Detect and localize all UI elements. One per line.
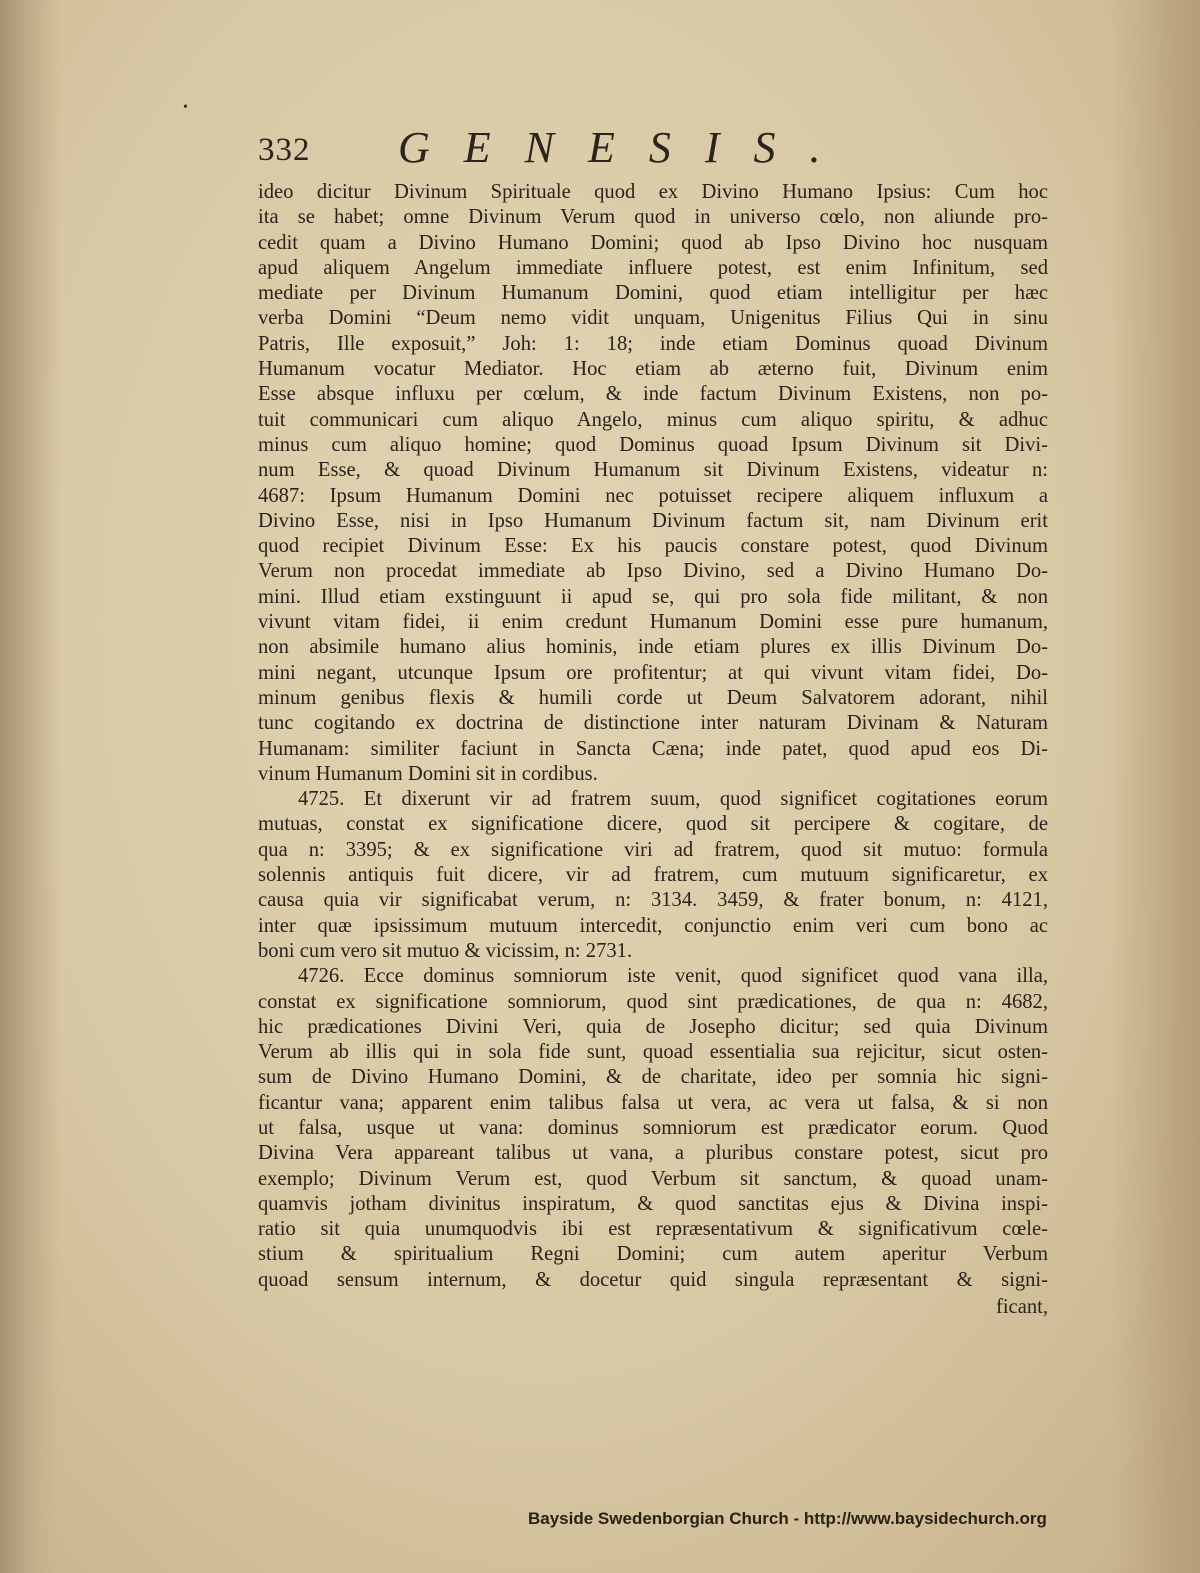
text-line: sum de Divino Humano Domini, & de charitate, ideo per somnia hic signi-	[258, 1066, 1048, 1089]
text-line: minum genibus flexis & humili corde ut Deum Salvatorem adorant, nihil	[258, 686, 1048, 709]
text-line: Verum non procedat immediate ab Ipso Divino, sed a Divino Humano Do-	[258, 560, 1048, 583]
text-line: ratio sit quia unumquodvis ibi est repræsentativum & significativum cœle-	[258, 1218, 1048, 1241]
text-line: apud aliquem Angelum immediate influere potest, est enim Infinitum, sed	[258, 256, 1048, 279]
text-line: mutuas, constat ex significatione dicere, quod sit percipere & cogitare, de	[258, 813, 1048, 836]
page-header	[258, 122, 1058, 172]
catchword: ficant,	[995, 1296, 1048, 1318]
text-line: Verum ab illis qui in sola fide sunt, quoad essentialia sua rejicitur, sicut osten-	[258, 1041, 1048, 1064]
text-line: exemplo; Divinum Verum est, quod Verbum sit sanctum, & quoad unam-	[258, 1167, 1048, 1190]
text-line: ficantur vana; apparent enim talibus falsa ut vera, ac vera ut falsa, & si non	[258, 1091, 1048, 1114]
text-line: mini. Illud etiam exstinguunt ii apud se, qui pro sola fide militant, & non	[258, 585, 1048, 608]
page-number: 332	[258, 132, 311, 168]
text-line: non absimile humano alius hominis, inde etiam plures ex illis Divinum Do-	[258, 636, 1048, 659]
text-line: tuit communicari cum aliquo Angelo, minus cum aliquo spiritu, & adhuc	[258, 408, 1048, 431]
text-line: Divino Esse, nisi in Ipso Humanum Divinum factum sit, nam Divinum erit	[258, 509, 1048, 532]
text-line: quoad sensum internum, & docetur quid singula repræsentant & signi-	[258, 1268, 1048, 1291]
text-line: tunc cogitando ex doctrina de distinctione inter naturam Divinam & Naturam	[258, 712, 1048, 735]
text-line: 4687: Ipsum Humanum Domini nec potuisset recipere aliquem influxum a	[258, 484, 1048, 507]
text-line: causa quia vir significabat verum, n: 3134. 3459, & frater bonum, n: 4121,	[258, 889, 1048, 912]
text-line: vinum Humanum Domini sit in cordibus.	[258, 762, 598, 785]
text-line: vivunt vitam fidei, ii enim credunt Humanum Domini esse pure humanum,	[258, 611, 1048, 634]
text-line: cedit quam a Divino Humano Domini; quod ab Ipso Divino hoc nusquam	[258, 231, 1048, 254]
text-line: constat ex significatione somniorum, quod sint prædicationes, de qua n: 4682,	[258, 990, 1048, 1013]
text-line: quod recipiet Divinum Esse: Ex his paucis constare potest, quod Divinum	[258, 535, 1048, 558]
page-edge-shadow	[1110, 0, 1200, 1573]
text-line: solennis antiquis fuit dicere, vir ad fratrem, cum mutuum significaretur, ex	[258, 864, 1048, 887]
text-line: minus cum aliquo homine; quod Dominus quoad Ipsum Divinum sit Divi-	[258, 433, 1048, 456]
ink-speck: •	[183, 100, 188, 115]
text-line: Humanum vocatur Mediator. Hoc etiam ab æterno fuit, Divinum enim	[258, 358, 1048, 381]
page-gutter-shadow	[0, 0, 60, 1573]
paragraph-4725-start: 4725. Et dixerunt vir ad fratrem suum, quod significet cogitationes eorum	[298, 788, 1048, 811]
text-line: num Esse, & quoad Divinum Humanum sit Divinum Existens, videatur n:	[258, 459, 1048, 482]
text-line: ut falsa, usque ut vana: dominus somniorum est prædicator eorum. Quod	[258, 1116, 1048, 1139]
text-line: ideo dicitur Divinum Spirituale quod ex Divino Humano Ipsius: Cum hoc	[258, 181, 1048, 203]
text-line: quamvis jotham divinitus inspiratum, & quod sanctitas ejus & Divina inspi-	[258, 1192, 1048, 1215]
text-line: stium & spiritualium Regni Domini; cum autem aperitur Verbum	[258, 1243, 1048, 1266]
watermark-link[interactable]: Bayside Swedenborgian Church - http://www.baysidechurch.org	[528, 1509, 1047, 1528]
text-line: verba Domini “Deum nemo vidit unquam, Unigenitus Filius Qui in sinu	[258, 307, 1048, 330]
paragraph-4726-start: 4726. Ecce dominus somniorum iste venit, quod significet quod vana illa,	[298, 965, 1048, 988]
text-line: mini negant, utcunque Ipsum ore profitentur; at qui vivunt vitam fidei, Do-	[258, 661, 1048, 684]
text-line: qua n: 3395; & ex significatione viri ad fratrem, quod sit mutuo: formula	[258, 838, 1048, 861]
text-line: Humanam: similiter faciunt in Sancta Cæna; inde patet, quod apud eos Di-	[258, 737, 1048, 760]
text-line: Divina Vera appareant talibus ut vana, a pluribus constare potest, sicut pro	[258, 1142, 1048, 1165]
text-line: ita se habet; omne Divinum Verum quod in universo cœlo, non aliunde pro-	[258, 206, 1048, 229]
text-line: mediate per Divinum Humanum Domini, quod etiam intelligitur per hæc	[258, 282, 1048, 305]
text-line: Esse absque influxu per cœlum, & inde factum Divinum Existens, non po-	[258, 383, 1048, 406]
text-line: inter quæ ipsissimum mutuum intercedit, conjunctio enim veri cum bono ac	[258, 914, 1048, 937]
text-line: Patris, Ille exposuit,” Joh: 1: 18; inde etiam Dominus quoad Divinum	[258, 332, 1048, 355]
body-text	[258, 180, 1048, 1293]
text-line: boni cum vero sit mutuo & vicissim, n: 2731.	[258, 939, 633, 962]
text-line: hic prædicationes Divini Veri, quia de Josepho dicitur; sed quia Divinum	[258, 1015, 1048, 1038]
running-title: GENESIS.	[398, 123, 855, 172]
